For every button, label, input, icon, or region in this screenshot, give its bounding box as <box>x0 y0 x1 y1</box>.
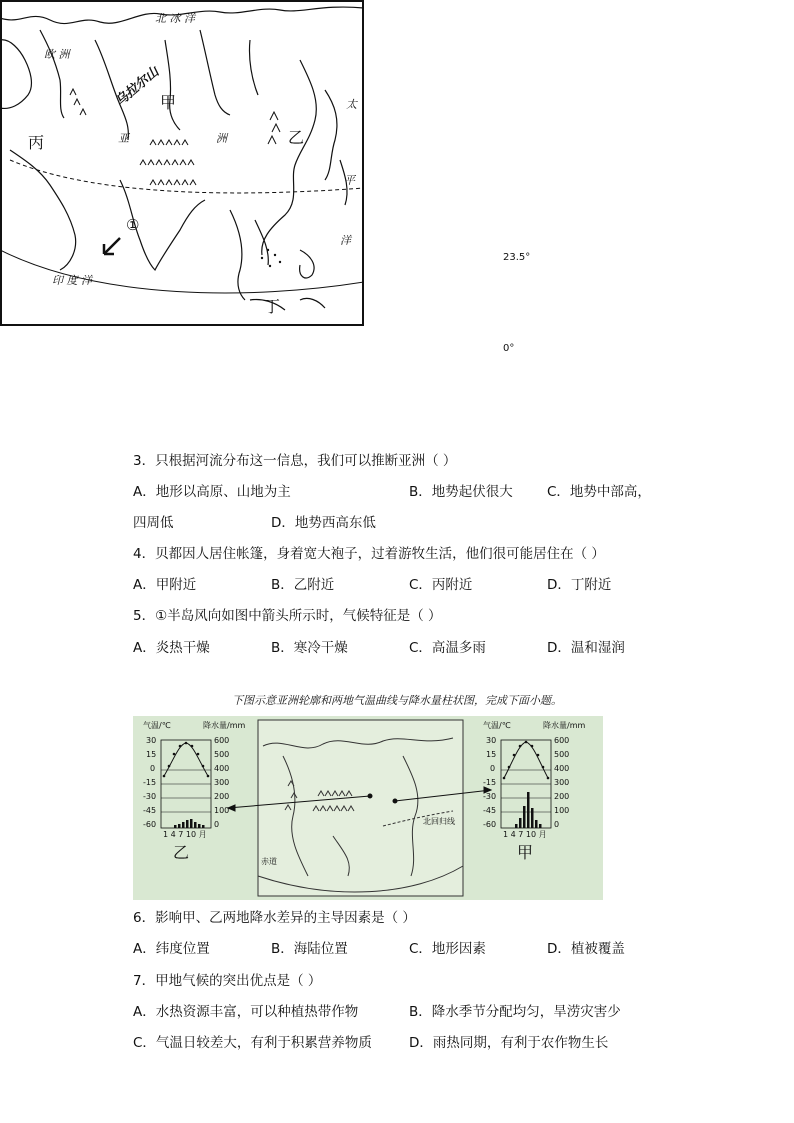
question-5-option-d: D．温和湿润 <box>547 640 625 656</box>
right-precip-tick: 400 <box>554 764 570 773</box>
left-temp-tick: -15 <box>143 778 157 787</box>
question-6-option-a: A．纬度位置 <box>133 941 210 957</box>
question-7-option-b: B．降水季节分配均匀，旱涝灾害少 <box>409 1004 621 1020</box>
indian-ocean-label: 印 度 洋 <box>52 274 92 287</box>
right-precip-tick: 0 <box>554 820 560 829</box>
tropic-label: 23.5° <box>503 252 531 263</box>
left-precip-tick: 500 <box>214 750 230 759</box>
right-temp-tick: -30 <box>483 792 497 801</box>
question-5-option-b: B．寒冷干燥 <box>271 640 348 656</box>
left-chart-temp-label: 气温/℃ <box>143 721 171 730</box>
question-7-option-d: D．雨热同期，有利于农作物生长 <box>409 1035 609 1051</box>
left-temp-tick: -45 <box>143 806 157 815</box>
question-4-option-c: C．丙附近 <box>409 577 473 593</box>
europe-label: 欧 洲 <box>44 48 70 61</box>
question-5-stem: 5．①半岛风向如图中箭头所示时，气候特征是（ ） <box>133 608 442 624</box>
question-4-option-b: B．乙附近 <box>271 577 335 593</box>
question-3-option-a: A．地形以高原、山地为主 <box>133 484 291 500</box>
climate-map <box>133 716 603 900</box>
question-5-option-a: A．炎热干燥 <box>133 640 210 656</box>
ural-mountains-label: 乌拉尔山 <box>112 64 163 110</box>
map2-equator-label: 赤道 <box>261 857 277 866</box>
region-ding-label: 丁 <box>264 297 281 316</box>
left-precip-tick: 100 <box>214 806 230 815</box>
pacific-label-b: 平 <box>344 174 355 187</box>
question-3-option-b: B．地势起伏很大 <box>409 484 513 500</box>
right-precip-tick: 300 <box>554 778 570 787</box>
right-temp-tick: -60 <box>483 820 497 829</box>
question-7-stem: 7．甲地气候的突出优点是（ ） <box>133 973 322 989</box>
pacific-label-c: 洋 <box>340 234 351 247</box>
left-temp-tick: -60 <box>143 820 157 829</box>
right-temp-tick: 0 <box>490 764 496 773</box>
question-3-option-d: D．地势西高东低 <box>271 515 376 531</box>
region-yi-label: 乙 <box>288 128 305 147</box>
climate-map-drawing <box>133 716 603 900</box>
left-temp-tick: 30 <box>146 736 157 745</box>
question-3-stem: 3．只根据河流分布这一信息，我们可以推断亚洲（ ） <box>133 453 457 469</box>
region-bing-label: 丙 <box>28 133 45 152</box>
right-chart-name: 甲 <box>517 843 534 862</box>
question-4-option-d: D．丁附近 <box>547 577 612 593</box>
question-3-option-c: C．地势中部高， <box>547 484 651 500</box>
question-6-option-d: D．植被覆盖 <box>547 941 625 957</box>
right-precip-tick: 500 <box>554 750 570 759</box>
left-temp-tick: -30 <box>143 792 157 801</box>
question-7-option-c: C．气温日较差大，有利于积累营养物质 <box>133 1035 372 1051</box>
left-precip-tick: 0 <box>214 820 220 829</box>
asia-label-a: 亚 <box>118 132 129 145</box>
left-chart-precip-label: 降水量/mm <box>203 721 246 730</box>
left-temp-tick: 15 <box>146 750 157 759</box>
asia-map <box>0 0 364 326</box>
map2-tropic-label: 北回归线 <box>423 817 455 826</box>
right-chart-temp-label: 气温/℃ <box>483 721 511 730</box>
left-chart-months: 1 4 7 10 月 <box>163 830 207 839</box>
question-5-option-c: C．高温多雨 <box>409 640 486 656</box>
right-chart-months: 1 4 7 10 月 <box>503 830 547 839</box>
left-temp-tick: 0 <box>150 764 156 773</box>
right-precip-tick: 200 <box>554 792 570 801</box>
left-chart-name: 乙 <box>173 843 190 862</box>
pacific-label-a: 太 <box>346 98 357 111</box>
left-precip-tick: 600 <box>214 736 230 745</box>
right-chart-precip-label: 降水量/mm <box>543 721 586 730</box>
asia-label-b: 洲 <box>216 132 227 145</box>
equator-label: 0° <box>503 343 515 354</box>
right-temp-tick: -45 <box>483 806 497 815</box>
question-6-stem: 6．影响甲、乙两地降水差异的主导因素是（ ） <box>133 910 416 926</box>
right-precip-tick: 100 <box>554 806 570 815</box>
left-precip-tick: 300 <box>214 778 230 787</box>
question-6-option-b: B．海陆位置 <box>271 941 348 957</box>
question-4-stem: 4．贝都因人居住帐篷，身着宽大袍子，过着游牧生活，他们很可能居住在（ ） <box>133 546 605 562</box>
right-precip-tick: 600 <box>554 736 570 745</box>
question-7-option-a: A．水热资源丰富，可以种植热带作物 <box>133 1004 359 1020</box>
right-temp-tick: 30 <box>486 736 497 745</box>
figure-caption: 下图示意亚洲轮廓和两地气温曲线与降水量柱状图，完成下面小题。 <box>232 694 562 707</box>
question-6-option-c: C．地形因素 <box>409 941 486 957</box>
left-precip-tick: 200 <box>214 792 230 801</box>
peninsula-marker: ① <box>126 216 140 234</box>
right-temp-tick: 15 <box>486 750 497 759</box>
arctic-ocean-label: 北 冰 洋 <box>155 12 195 25</box>
left-precip-tick: 400 <box>214 764 230 773</box>
region-jia-label: 甲 <box>160 93 177 112</box>
left-climate-chart <box>143 720 245 862</box>
right-temp-tick: -15 <box>483 778 497 787</box>
right-climate-chart <box>483 720 585 862</box>
question-3-option-c-cont: 四周低 <box>133 515 174 531</box>
question-4-option-a: A．甲附近 <box>133 577 197 593</box>
